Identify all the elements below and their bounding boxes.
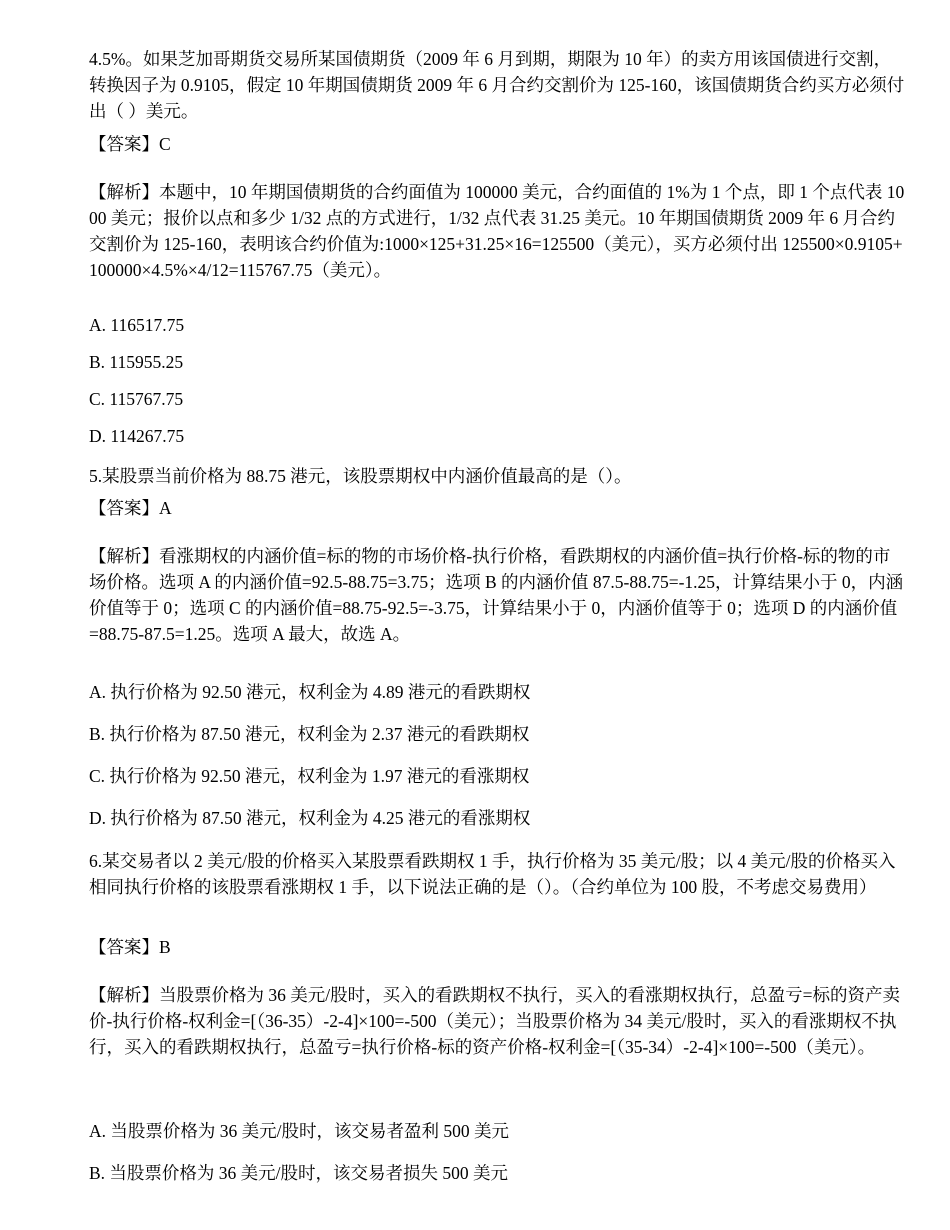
q5-answer: 【答案】A (89, 498, 172, 518)
q4-option-b: B. 115955.25 (89, 352, 184, 372)
q4-option-c: C. 115767.75 (89, 389, 184, 409)
q5-stem: 5.某股票当前价格为 88.75 港元，该股票期权中内涵价值最高的是（）。 (89, 466, 632, 486)
q6-answer: 【答案】B (89, 937, 171, 957)
q4-analysis: 【解析】本题中，10 年期国债期货的合约面值为 100000 美元，合约面值的 1%为 1 个点，即 1 个点代表 1000 美元；报价以点和多少 1/32 点的方式进行，1/32 点代表 31.25 美元。10 年期国债期货 2009 年 6 月合约交割价为 125-160，表明该合约价值为:1000×125+31.25×16=125500（美元），买方必须付出 125500×0.9105+100000×4.5%×4/12=115767.75（美元）。 (89, 182, 905, 280)
q6-analysis: 【解析】当股票价格为 36 美元/股时，买入的看跌期权不执行，买入的看涨期权执行，总盈亏=标的资产卖价-执行价格-权利金=[（36-35）-2-4]×100=-500（美元）；当股票价格为 34 美元/股时，买入的看涨期权不执行，买入的看跌期权执行，总盈亏=执行价格-标的资产价格-权利金=[（35-34）-2-4]×100=-500（美元）。 (89, 985, 900, 1057)
q6-stem: 6.某交易者以 2 美元/股的价格买入某股票看跌期权 1 手，执行价格为 35 美元/股；以 4 美元/股的价格买入相同执行价格的该股票看涨期权 1 手，以下说法正确的是（）。（合约单位为 100 股，不考虑交易费用） (89, 851, 896, 897)
q6-option-a: A. 当股票价格为 36 美元/股时，该交易者盈利 500 美元 (89, 1121, 509, 1141)
q5-option-b: B. 执行价格为 87.50 港元，权利金为 2.37 港元的看跌期权 (89, 724, 530, 744)
q5-option-c: C. 执行价格为 92.50 港元，权利金为 1.97 港元的看涨期权 (89, 766, 530, 786)
q4-option-d: D. 114267.75 (89, 426, 185, 446)
q5-option-a: A. 执行价格为 92.50 港元，权利金为 4.89 港元的看跌期权 (89, 682, 531, 702)
q5-analysis: 【解析】看涨期权的内涵价值=标的物的市场价格-执行价格，看跌期权的内涵价值=执行价格-标的物的市场价格。选项 A 的内涵价值=92.5-88.75=3.75；选项 B 的内涵价值 87.5-88.75=-1.25，计算结果小于 0，内涵价值等于 0；选项 C 的内涵价值=88.75-92.5=-3.75，计算结果小于 0，内涵价值等于 0；选项 D 的内涵价值=88.75-87.5=1.25。选项 A 最大，故选 A。 (89, 546, 904, 644)
q5-option-d: D. 执行价格为 87.50 港元，权利金为 4.25 港元的看涨期权 (89, 808, 531, 828)
q4-answer: 【答案】C (89, 134, 171, 154)
q4-option-a: A. 116517.75 (89, 315, 185, 335)
q6-option-b: B. 当股票价格为 36 美元/股时，该交易者损失 500 美元 (89, 1163, 509, 1183)
q4-stem: 4.5%。如果芝加哥期货交易所某国债期货（2009 年 6 月到期，期限为 10 年）的卖方用该国债进行交割，转换因子为 0.9105，假定 10 年期国债期货 2009 年 6 月合约交割价为 125-160，该国债期货合约买方必须付出（ ）美元。 (89, 49, 905, 121)
